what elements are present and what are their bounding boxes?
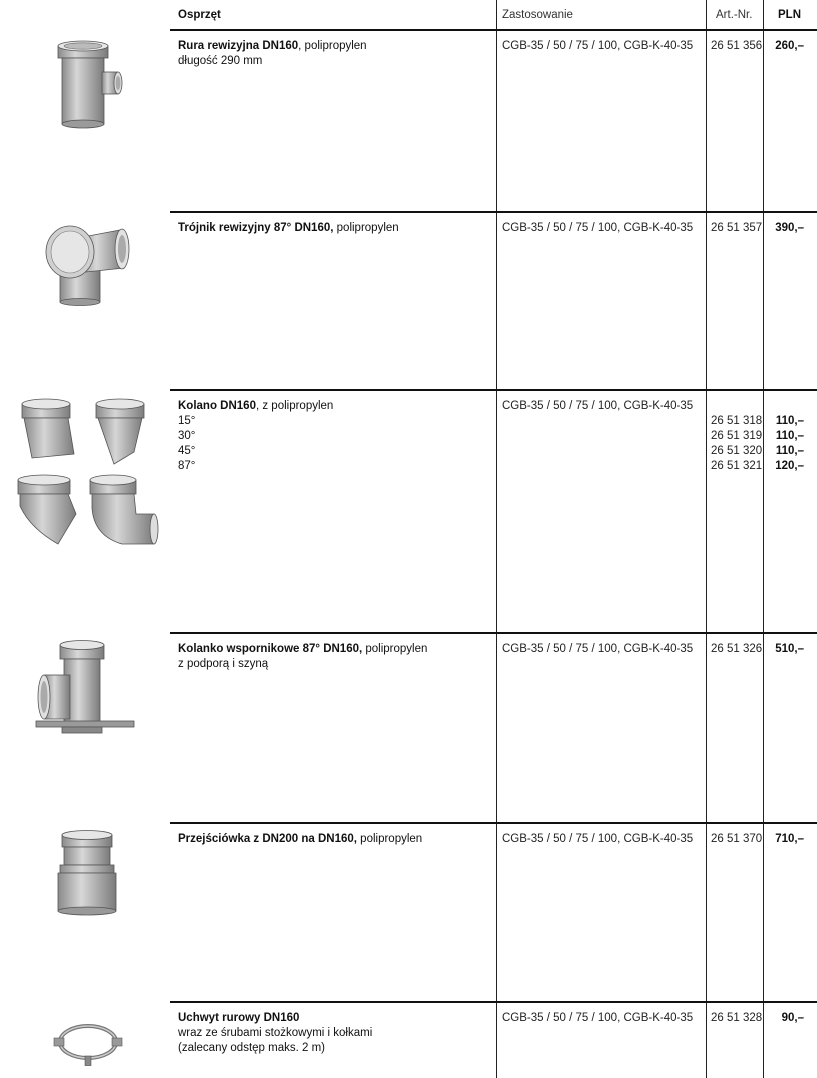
product-application: CGB-35 / 50 / 75 / 100, CGB-K-40-35 [502,40,694,52]
product-detail: długość 290 mm [178,55,263,67]
header-price: PLN [778,9,801,21]
product-material: polipropylen [356,833,423,845]
product-art-nr: 26 51 357 [711,222,763,234]
header-name: Osprzęt [178,9,221,21]
product-application: CGB-35 / 50 / 75 / 100, CGB-K-40-35 [502,400,694,412]
product-art-nr: 26 51 328 [711,1012,763,1024]
product-title: Przejściówka z DN200 na DN160, [178,833,357,845]
product-application: CGB-35 / 50 / 75 / 100, CGB-K-40-35 [502,833,694,845]
product-row [0,823,817,1001]
product-material: polipropylen [362,643,428,655]
product-art-nr: 26 51 319 [711,430,763,442]
product-description [178,399,493,474]
product-price: 260,– [775,40,804,52]
product-price: 510,– [775,643,804,655]
product-row [0,390,817,632]
product-detail: (zalecany odstęp maks. 2 m) [178,1042,326,1054]
product-art-nr: 26 51 356 [711,40,763,52]
elbow-set-icon [14,396,162,548]
product-variant-angle: 15° [178,415,196,427]
product-art-nr: 26 51 320 [711,445,763,457]
product-price: 710,– [775,833,804,845]
product-variant-angle: 87° [178,460,196,472]
product-price: 110,– [775,430,804,442]
pipe-clamp-icon [52,1018,124,1066]
product-variant-angle: 45° [178,445,196,457]
product-art-nr: 26 51 326 [711,643,763,655]
product-price-list [766,399,804,474]
product-application: CGB-35 / 50 / 75 / 100, CGB-K-40-35 [502,222,694,234]
product-price: 110,– [775,415,804,427]
product-description [178,642,493,672]
product-art-nr: 26 51 318 [711,415,763,427]
product-row [0,1002,817,1078]
product-price: 90,– [781,1012,804,1024]
product-title: Uchwyt rurowy DN160 [178,1012,300,1024]
product-detail: z podporą i szyną [178,658,269,670]
product-price: 120,– [775,460,804,472]
product-title: Trójnik rewizyjny 87° DN160, [178,222,334,234]
header-use: Zastosowanie [502,9,573,21]
product-description [178,1011,493,1056]
product-price: 390,– [775,222,804,234]
product-application: CGB-35 / 50 / 75 / 100, CGB-K-40-35 [502,643,694,655]
product-title: Kolano DN160 [178,400,256,412]
inspection-pipe-icon [50,38,130,134]
product-description [178,39,493,69]
header-art-nr: Art.-Nr. [716,9,753,21]
product-application: CGB-35 / 50 / 75 / 100, CGB-K-40-35 [502,1012,694,1024]
product-art-nr-list [711,399,762,474]
product-title: Kolanko wspornikowe 87° DN160, [178,643,363,655]
product-art-nr: 26 51 370 [711,833,763,845]
product-art-nr: 26 51 321 [711,460,763,472]
product-material: , z polipropylen [255,400,334,412]
product-row [0,30,817,211]
reducer-icon [54,829,122,917]
product-material: , polipropylen [298,40,367,52]
product-detail: wraz ze śrubami stożkowymi i kołkami [178,1027,373,1039]
product-variant-angle: 30° [178,430,196,442]
support-elbow-icon [34,637,138,739]
inspection-tee-icon [42,216,134,306]
product-description [178,221,493,236]
product-description [178,832,493,847]
product-row [0,633,817,822]
product-material: polipropylen [333,222,399,234]
product-row [0,212,817,389]
product-price: 110,– [775,445,804,457]
product-title: Rura rewizyjna DN160 [178,40,299,52]
